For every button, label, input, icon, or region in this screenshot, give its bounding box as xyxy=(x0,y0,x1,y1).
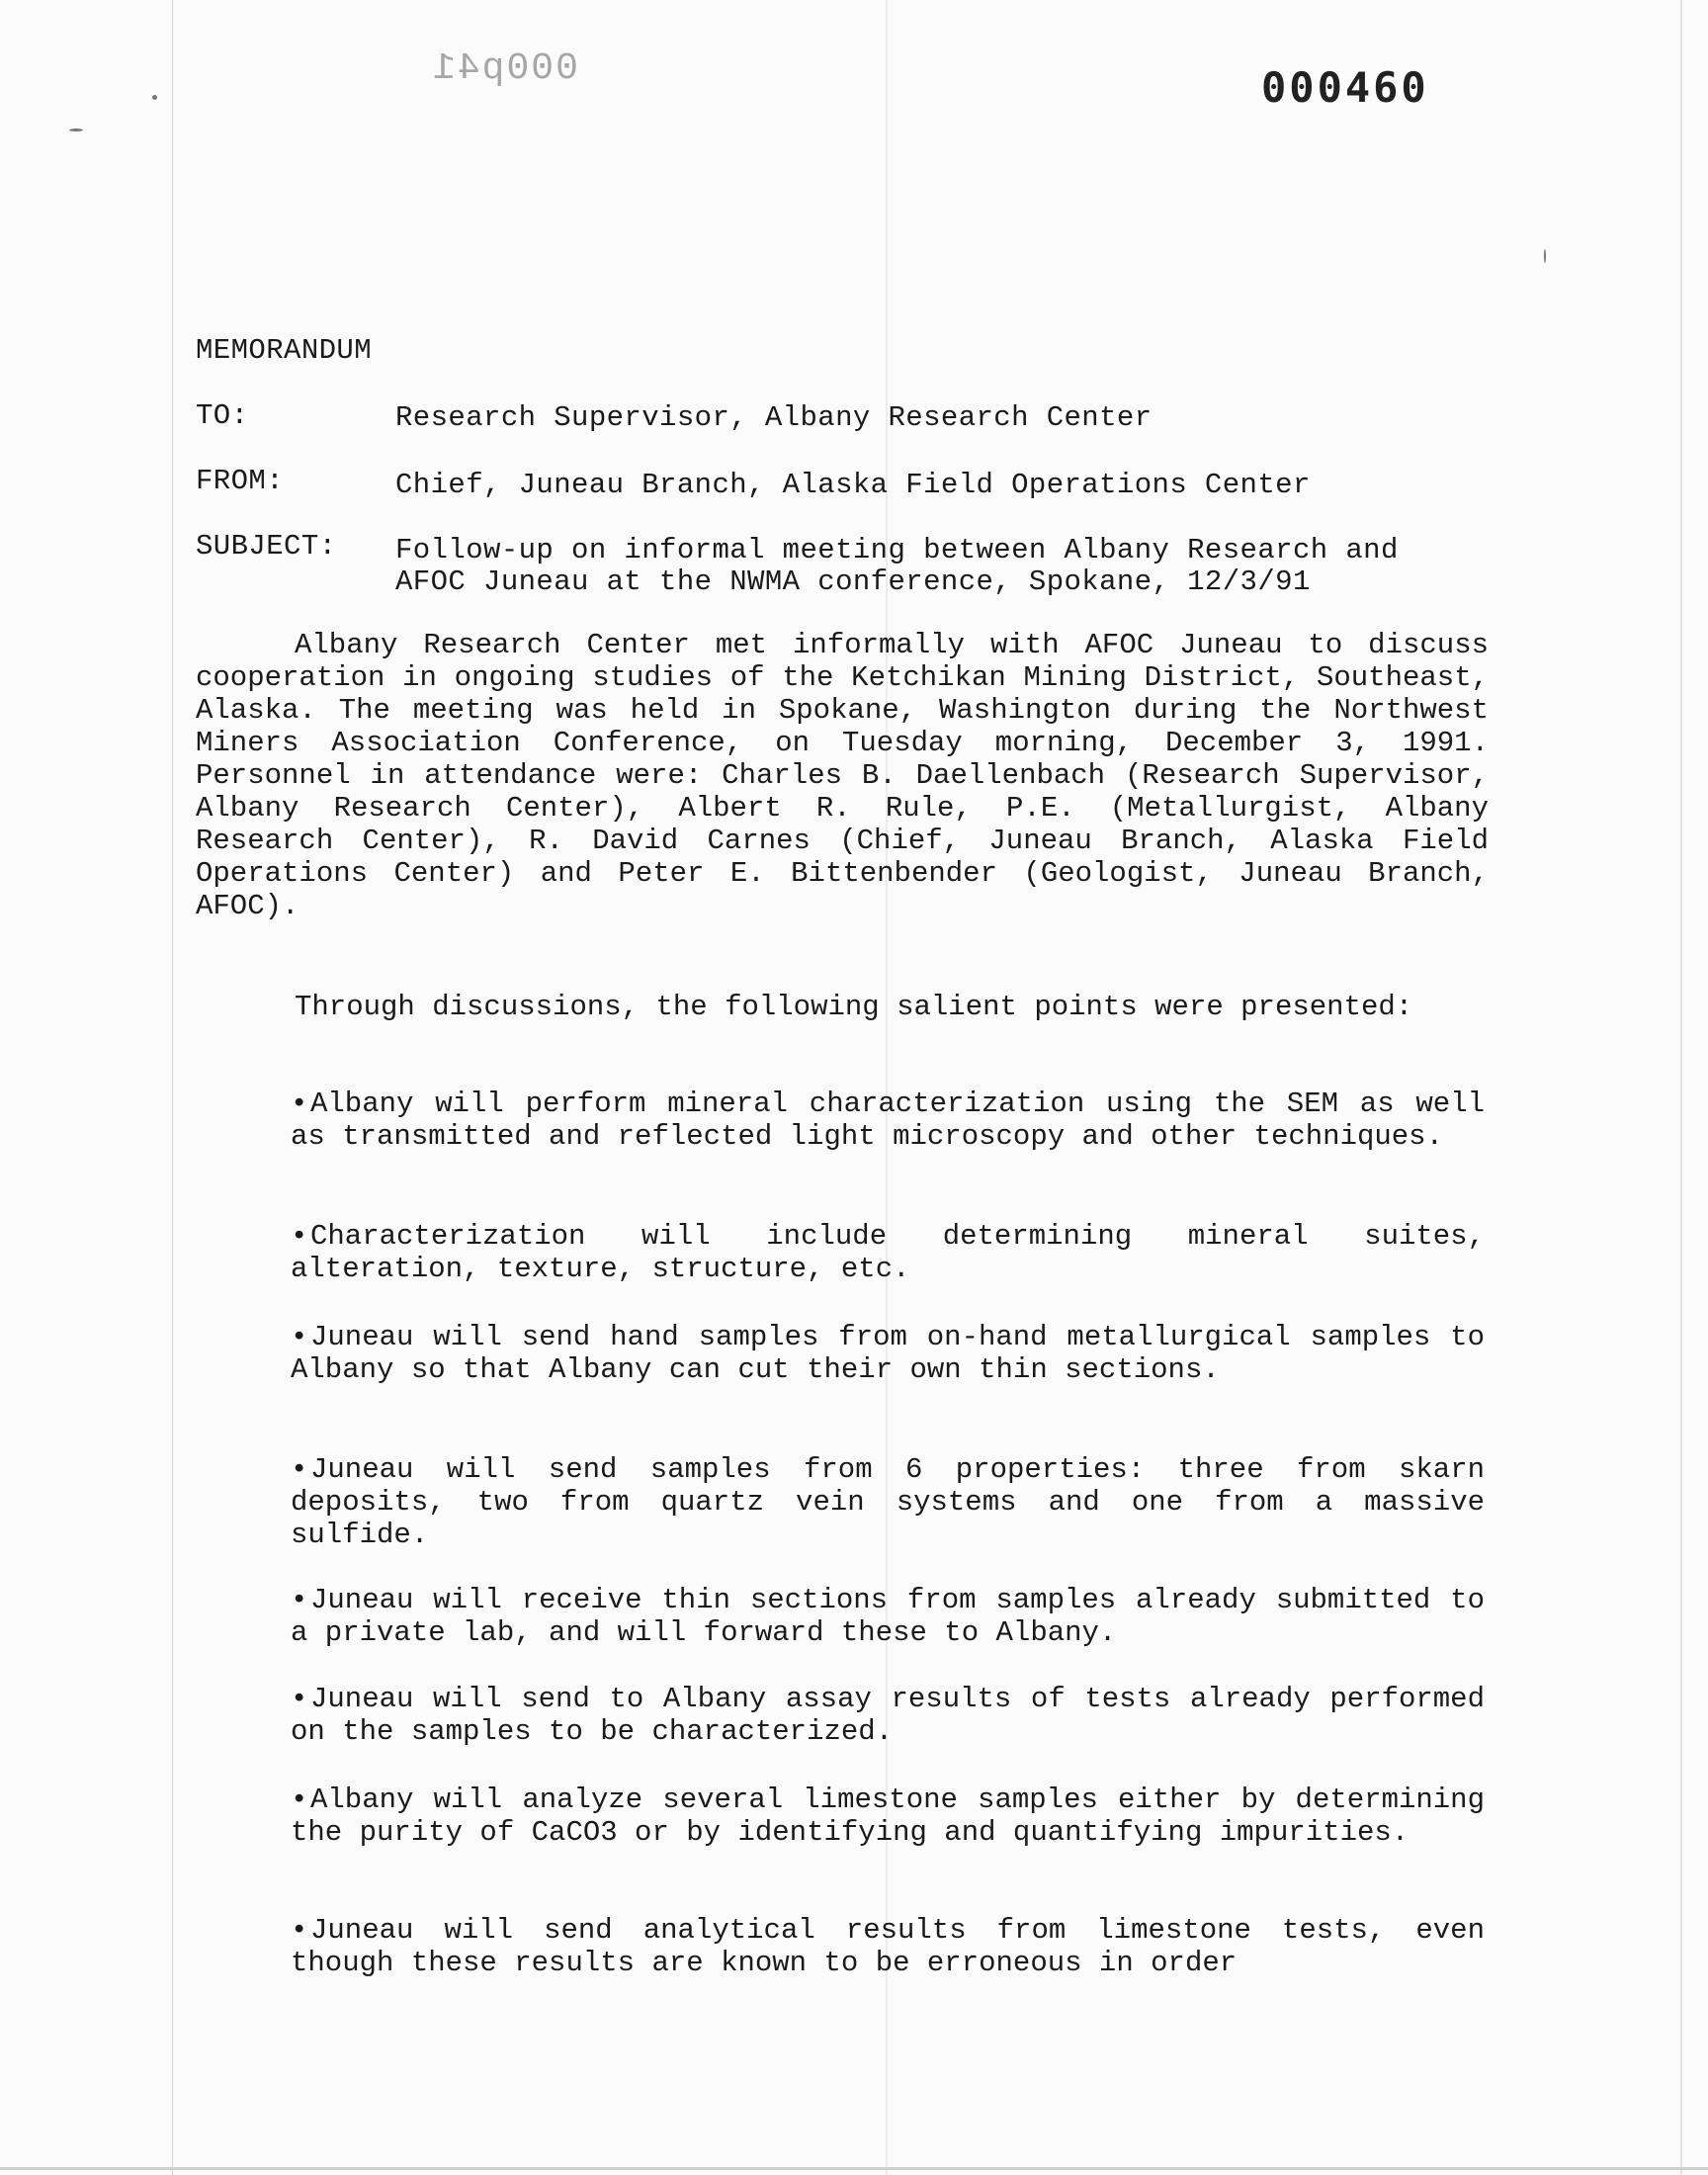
scan-speck xyxy=(1544,249,1546,263)
bullet-text: Juneau will send hand samples from on-hand metallurgical samples to Albany so that Albany can cut their own thin sections. xyxy=(291,1321,1485,1386)
scan-bottom-edge xyxy=(0,2167,1708,2170)
bullet-item xyxy=(291,1784,1485,1849)
scan-edge-right xyxy=(1680,0,1682,2175)
scan-speck xyxy=(69,129,83,131)
bullet-text: Albany will analyze several limestone samples either by determining the purity of CaCO3 or by identifying and quantifying impurities. xyxy=(291,1784,1485,1849)
bullet-text: Juneau will send analytical results from limestone tests, even though these results are known to be erroneous in order xyxy=(291,1914,1485,1979)
subject-line-1: Follow-up on informal meeting between Albany Research and xyxy=(395,534,1399,566)
bullet-text: Juneau will send to Albany assay results of tests already performed on the samples to be characterized. xyxy=(291,1683,1485,1748)
bullet-icon: • xyxy=(291,1453,308,1486)
body-paragraph-2-text: Through discussions, the following salient points were presented: xyxy=(295,991,1413,1023)
bullet-icon: • xyxy=(291,1321,308,1353)
bullet-text: Juneau will send samples from 6 properties: three from skarn deposits, two from quartz vein systems and one from a massive sulfide. xyxy=(291,1453,1485,1551)
bullet-icon: • xyxy=(291,1584,308,1616)
from-label: FROM: xyxy=(196,465,285,497)
bullet-item xyxy=(291,1088,1485,1153)
to-label: TO: xyxy=(196,399,249,432)
subject-line-2: AFOC Juneau at the NWMA conference, Spokane, 12/3/91 xyxy=(395,566,1311,598)
body-paragraph-1-text: Albany Research Center met informally with AFOC Juneau to discuss cooperation in ongoing studies of the Ketchikan Mining District, Southeast, Alaska. The meeting was held in Spokane, Washington during the Northwest Miners Association Conference, on Tuesday morning, December 3, 1991. Personnel in attendance were: Charles B. Daellenbach (Research Supervisor, Albany Research Center), Albert R. Rule, P.E. (Metallurgist, Albany Research Center), R. David Carnes (Chief, Juneau Branch, Alaska Field Operations Center) and Peter E. Bittenbender (Geologist, Juneau Branch, AFOC). xyxy=(196,629,1489,922)
bullet-text: Juneau will receive thin sections from samples already submitted to a private lab, and will forward these to Albany. xyxy=(291,1584,1485,1649)
body-paragraph-2 xyxy=(196,991,1489,1023)
bullet-icon: • xyxy=(291,1914,308,1947)
bullet-item xyxy=(291,1453,1485,1551)
from-value: Chief, Juneau Branch, Alaska Field Operations Center xyxy=(395,469,1311,501)
bullet-item xyxy=(291,1584,1485,1649)
body-paragraph-1 xyxy=(196,629,1489,922)
subject-label: SUBJECT: xyxy=(196,530,337,563)
bullet-icon: • xyxy=(291,1683,308,1715)
scan-edge-left xyxy=(172,0,173,2175)
bullet-item xyxy=(291,1220,1485,1285)
bullet-item xyxy=(291,1683,1485,1748)
page-stamp-number: 000460 xyxy=(1261,63,1429,112)
bullet-text: Albany will perform mineral characterization using the SEM as well as transmitted and reflected light microscopy and other techniques. xyxy=(291,1088,1485,1153)
bullet-item xyxy=(291,1321,1485,1386)
bullet-item xyxy=(291,1914,1485,1979)
to-value: Research Supervisor, Albany Research Center xyxy=(395,401,1153,434)
scan-speck xyxy=(152,95,157,100)
bullet-icon: • xyxy=(291,1220,308,1253)
memo-title: MEMORANDUM xyxy=(196,334,373,367)
bullet-icon: • xyxy=(291,1784,308,1816)
bleed-through-stamp: 000p41 xyxy=(431,47,578,90)
bullet-text: Characterization will include determining mineral suites, alteration, texture, structure, etc. xyxy=(291,1220,1485,1285)
bullet-icon: • xyxy=(291,1088,308,1120)
